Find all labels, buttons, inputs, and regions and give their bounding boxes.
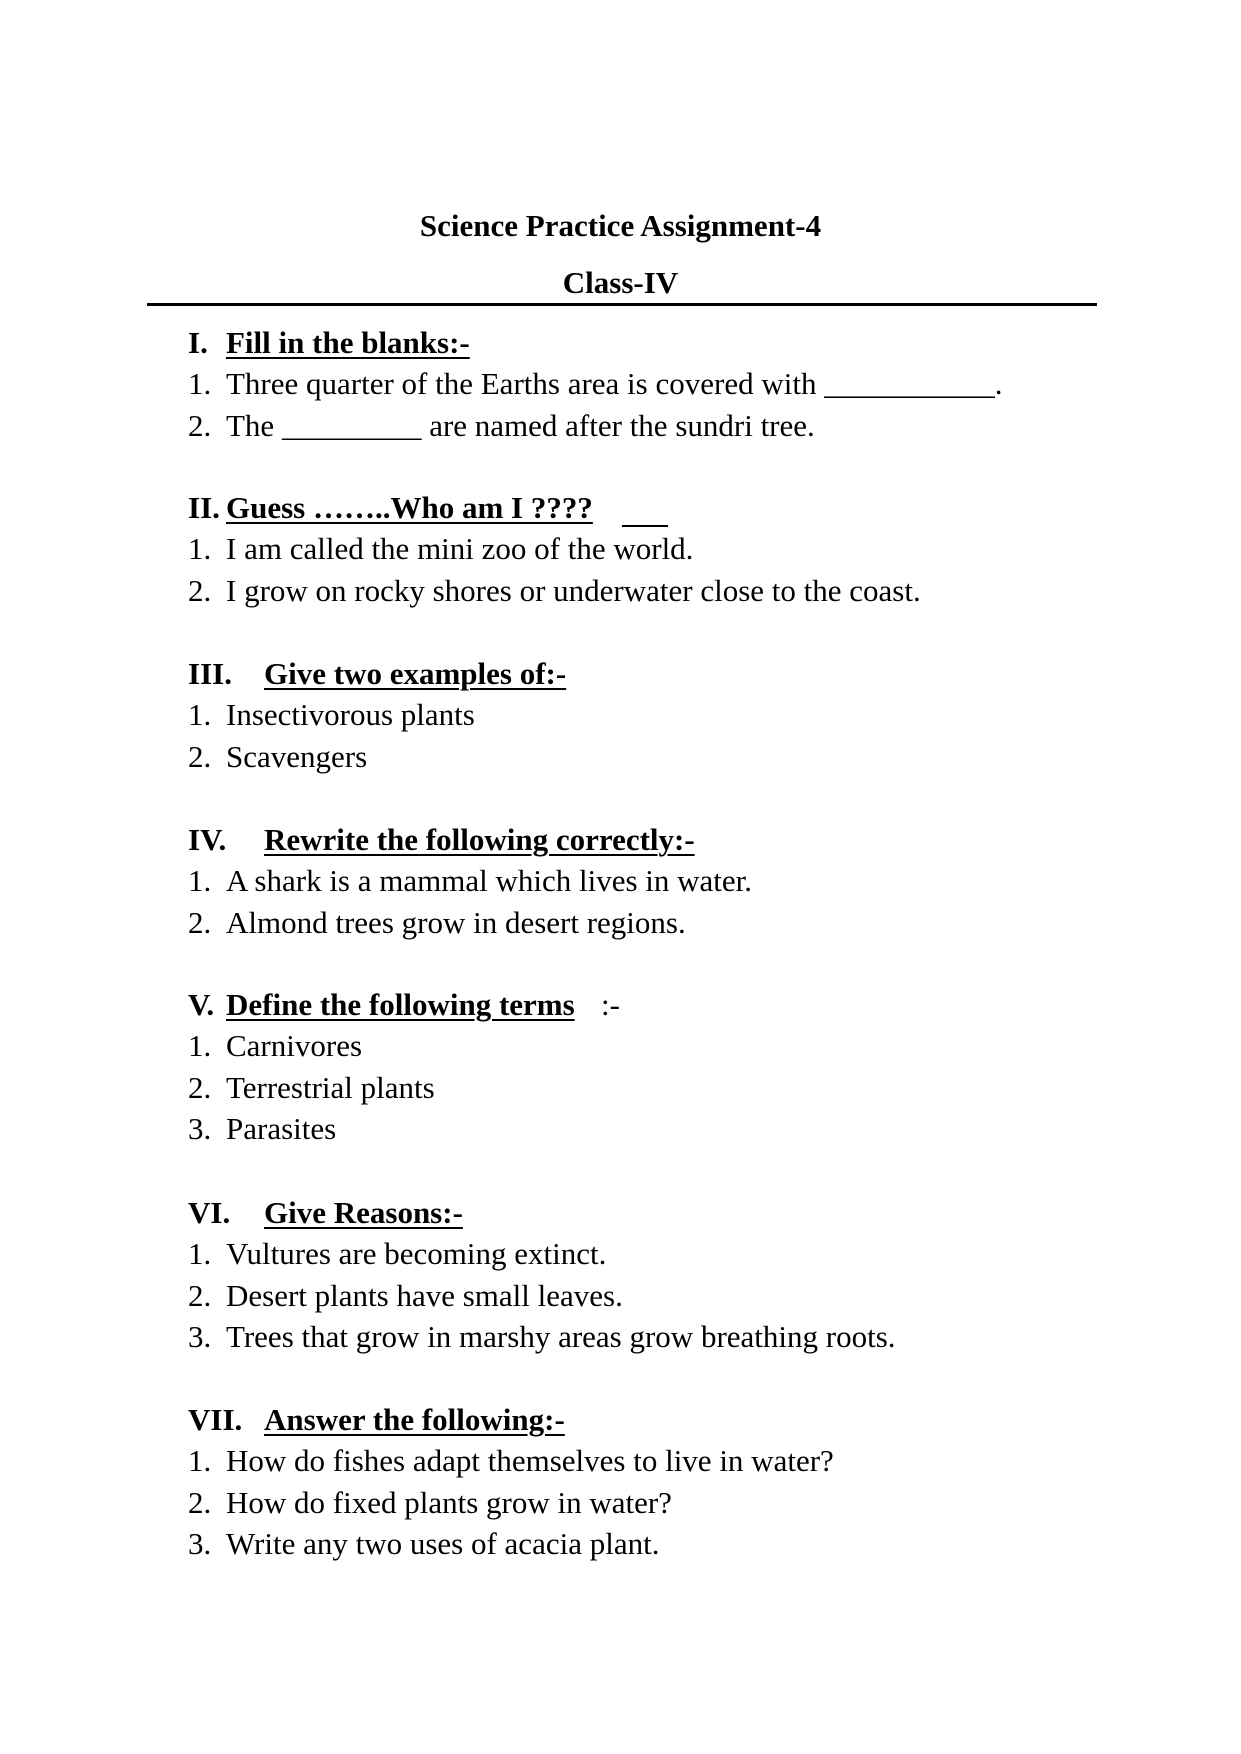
question-item xyxy=(188,902,1088,944)
section-title: Give Reasons:- xyxy=(264,1195,463,1230)
question-number: 2. xyxy=(188,738,212,774)
question-text: Vultures are becoming extinct. xyxy=(226,1236,607,1271)
question-item xyxy=(188,694,1088,736)
question-number: 3. xyxy=(188,1526,212,1561)
section-title-tail: :- xyxy=(601,987,620,1022)
question-number: 1. xyxy=(188,366,212,401)
question-item xyxy=(188,1067,1088,1109)
class-label: Class-IV xyxy=(562,265,679,300)
question-number: 3. xyxy=(188,1111,212,1146)
section-heading xyxy=(188,654,1088,694)
section-title: Give two examples of:- xyxy=(264,656,567,691)
heading-trailing-underline xyxy=(622,525,668,527)
question-item xyxy=(188,1523,1088,1565)
question-number: 3. xyxy=(188,1319,212,1354)
question-item xyxy=(188,860,1088,902)
header-divider xyxy=(147,303,1097,306)
question-number: 1. xyxy=(188,863,212,898)
section-heading xyxy=(188,1400,1088,1440)
question-number: 2. xyxy=(188,1484,212,1520)
question-item xyxy=(188,736,1088,778)
question-item xyxy=(188,1108,1088,1150)
question-item xyxy=(188,1233,1088,1275)
question-item xyxy=(188,1316,1088,1358)
page-title: Science Practice Assignment-4 xyxy=(419,208,822,243)
question-text: How do fishes adapt themselves to live in water? xyxy=(226,1443,834,1478)
section-title: Fill in the blanks:- xyxy=(226,325,470,360)
question-number: 2. xyxy=(188,572,212,608)
section-heading xyxy=(188,820,1088,860)
question-number: 1. xyxy=(188,1236,212,1271)
question-text: I am called the mini zoo of the world. xyxy=(226,531,694,566)
section-guess-who-am-i xyxy=(188,488,1088,611)
question-text: A shark is a mammal which lives in water. xyxy=(226,863,753,898)
section-number: VI. xyxy=(188,1195,231,1230)
section-rewrite-correctly xyxy=(188,820,1088,943)
section-title: Define the following terms xyxy=(226,987,575,1022)
section-number: III. xyxy=(188,656,232,691)
section-number: IV. xyxy=(188,822,227,857)
question-text: Desert plants have small leaves. xyxy=(226,1277,623,1313)
section-number: V. xyxy=(188,987,215,1022)
section-heading xyxy=(188,985,1088,1025)
question-text: Scavengers xyxy=(226,738,368,774)
section-give-reasons xyxy=(188,1193,1088,1358)
question-item xyxy=(188,1275,1088,1317)
question-text: How do fixed plants grow in water? xyxy=(226,1484,672,1520)
section-number: I. xyxy=(188,325,208,360)
section-title: Answer the following:- xyxy=(264,1402,565,1437)
question-number: 1. xyxy=(188,531,212,566)
question-item xyxy=(188,528,1088,570)
question-text: Trees that grow in marshy areas grow breathing roots. xyxy=(226,1319,896,1354)
section-title: Guess ……..Who am I ???? xyxy=(226,490,593,525)
question-item xyxy=(188,570,1088,612)
question-item xyxy=(188,1440,1088,1482)
question-number: 2. xyxy=(188,407,212,443)
section-fill-in-the-blanks xyxy=(188,323,1088,446)
question-number: 1. xyxy=(188,697,212,732)
question-item xyxy=(188,405,1088,447)
section-heading xyxy=(188,323,1088,363)
section-give-two-examples xyxy=(188,654,1088,777)
section-number: II. xyxy=(188,490,220,525)
question-item xyxy=(188,1025,1088,1067)
question-text: Parasites xyxy=(226,1111,337,1146)
question-text: Insectivorous plants xyxy=(226,697,475,732)
question-text: The _________ are named after the sundri tree. xyxy=(226,407,815,443)
question-text: Write any two uses of acacia plant. xyxy=(226,1526,660,1561)
section-number: VII. xyxy=(188,1402,243,1437)
section-heading xyxy=(188,1193,1088,1233)
question-number: 1. xyxy=(188,1028,212,1063)
question-text: I grow on rocky shores or underwater close to the coast. xyxy=(226,572,921,608)
question-item xyxy=(188,363,1088,405)
question-item xyxy=(188,1482,1088,1524)
section-answer-the-following xyxy=(188,1400,1088,1565)
section-define-terms xyxy=(188,985,1088,1150)
question-text: Carnivores xyxy=(226,1028,363,1063)
question-number: 1. xyxy=(188,1443,212,1478)
question-number: 2. xyxy=(188,904,212,940)
question-number: 2. xyxy=(188,1277,212,1313)
question-text: Almond trees grow in desert regions. xyxy=(226,904,686,940)
section-heading xyxy=(188,488,1088,528)
question-text: Three quarter of the Earths area is covered with ___________. xyxy=(226,366,1003,401)
question-number: 2. xyxy=(188,1069,212,1105)
section-title: Rewrite the following correctly:- xyxy=(264,822,695,857)
question-text: Terrestrial plants xyxy=(226,1069,435,1105)
